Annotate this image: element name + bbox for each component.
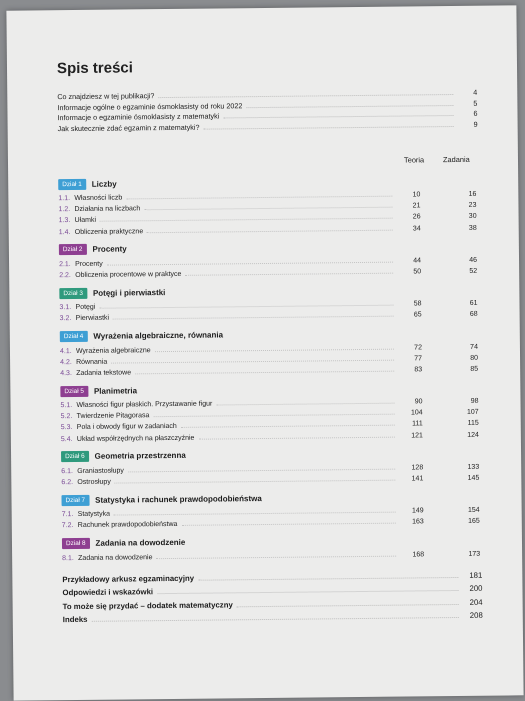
chapter-title: Statystyka i rachunek prawdopodobieństwa [95,493,262,505]
table-of-contents [57,56,483,627]
theory-page: 104 [410,409,423,417]
chapter-badge: Dział 4 [60,331,88,342]
theory-page: 163 [412,518,424,526]
tasks-page: 68 [469,311,478,319]
intro-entry-page: 9 [473,119,478,129]
tasks-page: 74 [470,343,478,351]
subchapter-number: 5.1. [60,402,73,410]
tasks-page: 145 [467,474,480,482]
leader-dots [99,298,393,309]
subchapter-number: 5.3. [60,424,73,432]
intro-entry-label: Informacje ogólne o egzaminie ósmoklasisty od roku 2022 [57,100,243,112]
subchapter-number: 1.4. [58,228,71,236]
outro-entry-label: Odpowiedzi i wskazówki [62,587,154,598]
subchapter-number: 7.2. [61,522,74,530]
chapter-badge: Dział 7 [61,495,89,506]
tasks-column-header: Zadania [442,154,470,165]
subchapter-label: Ułamki [74,217,97,225]
theory-page: 141 [411,475,424,483]
chapter-badge: Dział 5 [60,385,88,396]
leader-dots [153,407,394,418]
leader-dots [223,108,453,118]
theory-page: 21 [412,202,421,210]
chapter-badge: Dział 6 [61,451,89,462]
chapter-section [62,532,482,563]
leader-dots [158,87,453,98]
theory-page: 50 [413,268,422,276]
leader-dots [157,583,459,594]
leader-dots [115,473,396,484]
chapter-section [60,325,480,378]
outro-entry-page: 204 [469,597,483,607]
subchapter-label: Własności figur płaskich. Przystawanie figur [76,400,213,410]
appendix-list [62,568,483,626]
tasks-page: 23 [468,201,477,210]
subchapter-label: Pola i obwody figur w zadaniach [76,423,177,432]
column-headers [58,147,478,177]
subchapter-number: 1.2. [58,206,71,214]
leader-dots [216,396,394,406]
tasks-page: 173 [468,550,481,558]
theory-page: 77 [414,355,423,363]
subchapter-label: Obliczenia procentowe w praktyce [75,270,182,279]
tasks-page: 52 [469,267,478,275]
tasks-page: 165 [468,518,480,526]
theory-page: 10 [412,191,421,199]
chapter-section [58,173,479,237]
subchapter-label: Układ współrzędnych na płaszczyźnie [76,434,195,443]
leader-dots [181,418,395,428]
chapter-section [59,282,479,324]
leader-dots [114,505,396,516]
tasks-page: 30 [468,213,477,221]
subchapter-label: Własności liczb [74,194,123,202]
leader-dots [147,222,393,233]
subchapter-number: 5.2. [60,413,73,421]
intro-entry-page: 5 [473,98,478,108]
outro-entry-label: Indeks [62,614,88,625]
intro-entry-label: Co znajdziesz w tej publikacji? [57,91,155,102]
theory-page: 44 [413,257,422,265]
subchapter-label: Równania [76,358,108,366]
chapter-section [61,489,481,531]
subchapter-label: Działania na liczbach [74,205,141,214]
subchapter-label: Twierdzenie Pitagorasa [76,412,150,421]
page-title: Spis treści [56,59,133,78]
tasks-page: 133 [467,463,480,471]
chapter-title: Potęgi i pierwiastki [92,287,166,298]
subchapter-number: 8.1. [62,554,74,562]
theory-page: 90 [414,398,423,406]
tasks-page: 124 [467,431,479,439]
outro-entry-page: 208 [469,610,483,620]
chapter-badge: Dział 3 [59,287,87,298]
theory-page: 121 [411,431,423,440]
leader-dots [100,211,393,222]
leader-dots [155,341,394,352]
subchapter-number: 6.1. [61,467,73,475]
subchapter-label: Zadania tekstowe [76,369,132,377]
book-page [6,5,523,700]
intro-list [57,87,477,133]
subchapter-label: Pierwiastki [75,314,110,323]
chapter-section [59,239,479,281]
intro-entry-page: 6 [473,108,478,118]
chapter-badge: Dział 2 [59,244,87,255]
subchapter-number: 1.3. [58,217,71,225]
theory-page: 72 [414,343,422,351]
leader-dots [144,200,392,211]
chapter-title: Liczby [91,179,117,189]
subchapter-number: 1.1. [58,195,71,203]
chapter-title: Zadania na dowodzenie [95,537,186,548]
subchapter-label: Zadania na dowodzenie [78,553,153,562]
intro-entry-label: Informacje o egzaminie ósmoklasisty z matematyki [57,111,220,123]
theory-page: 111 [412,420,423,428]
theory-page: 128 [411,464,424,472]
sections-list [58,173,482,563]
theory-page: 65 [413,311,422,319]
chapter-section [60,380,481,444]
subchapter-number: 4.2. [60,358,72,366]
subchapter-label: Rachunek prawdopodobieństwa [77,521,178,530]
tasks-page: 154 [467,506,480,515]
tasks-page: 16 [468,190,477,198]
leader-dots [128,461,395,472]
intro-entry-page: 4 [473,87,478,97]
subchapter-number: 6.2. [61,479,74,487]
theory-column-header: Teoria [403,155,425,165]
leader-dots [113,309,394,320]
chapter-badge: Dział 1 [58,178,86,189]
subchapter-label: Obliczenia praktyczne [74,227,144,236]
subchapter-label: Graniastosłupy [77,467,124,475]
leader-dots [181,516,395,526]
outro-entry-label: To może się przydać – dodatek matematyczny [62,599,233,611]
theory-page: 26 [412,213,421,221]
theory-page: 58 [413,300,422,308]
subchapter-number: 7.1. [61,511,74,519]
tasks-page: 46 [469,256,478,264]
subchapter-number: 3.2. [59,315,72,323]
subchapter-label: Statystyka [77,510,111,519]
chapter-section [61,446,481,488]
leader-dots [156,548,396,559]
leader-dots [185,266,393,276]
subchapter-label: Wyrażenia algebraiczne [75,346,151,355]
subchapter-label: Ostrosłupy [77,478,111,486]
tasks-page: 38 [468,224,477,232]
leader-dots [126,189,392,200]
theory-page: 83 [414,366,423,374]
chapter-title: Procenty [92,244,127,255]
subchapter-number: 3.1. [59,304,72,312]
chapter-title: Wyrażenia algebraiczne, równania [93,330,224,341]
subchapter-label: Potęgi [75,303,96,312]
subchapter-number: 4.1. [59,347,72,355]
chapter-title: Geometria przestrzenna [94,451,186,462]
leader-dots [237,597,459,607]
tasks-page: 107 [466,409,479,417]
tasks-page: 85 [470,365,479,373]
tasks-page: 61 [469,299,478,307]
subchapter-number: 5.4. [60,435,73,443]
intro-entry-label: Jak skutecznie zdać egzamin z matematyki? [57,122,200,133]
subchapter-number: 2.2. [59,271,71,280]
leader-dots [246,98,453,108]
subchapter-number: 2.1. [59,260,71,268]
subchapter-number: 4.3. [60,369,72,378]
theory-page: 149 [411,507,424,515]
leader-dots [135,364,394,375]
tasks-page: 115 [467,420,479,428]
chapter-title: Planimetria [93,385,138,396]
theory-page: 168 [412,550,425,559]
outro-entry-label: Przykładowy arkusz egzaminacyjny [62,573,195,584]
leader-dots [198,570,458,581]
leader-dots [203,119,453,130]
chapter-badge: Dział 8 [62,538,90,549]
outro-entry-page: 200 [469,583,483,594]
leader-dots [107,254,393,265]
leader-dots [198,429,395,439]
leader-dots [111,352,394,363]
tasks-page: 80 [470,354,479,362]
tasks-page: 98 [470,397,479,405]
outro-entry-page: 181 [469,570,483,580]
theory-page: 34 [412,224,421,233]
subchapter-label: Procenty [75,260,103,268]
